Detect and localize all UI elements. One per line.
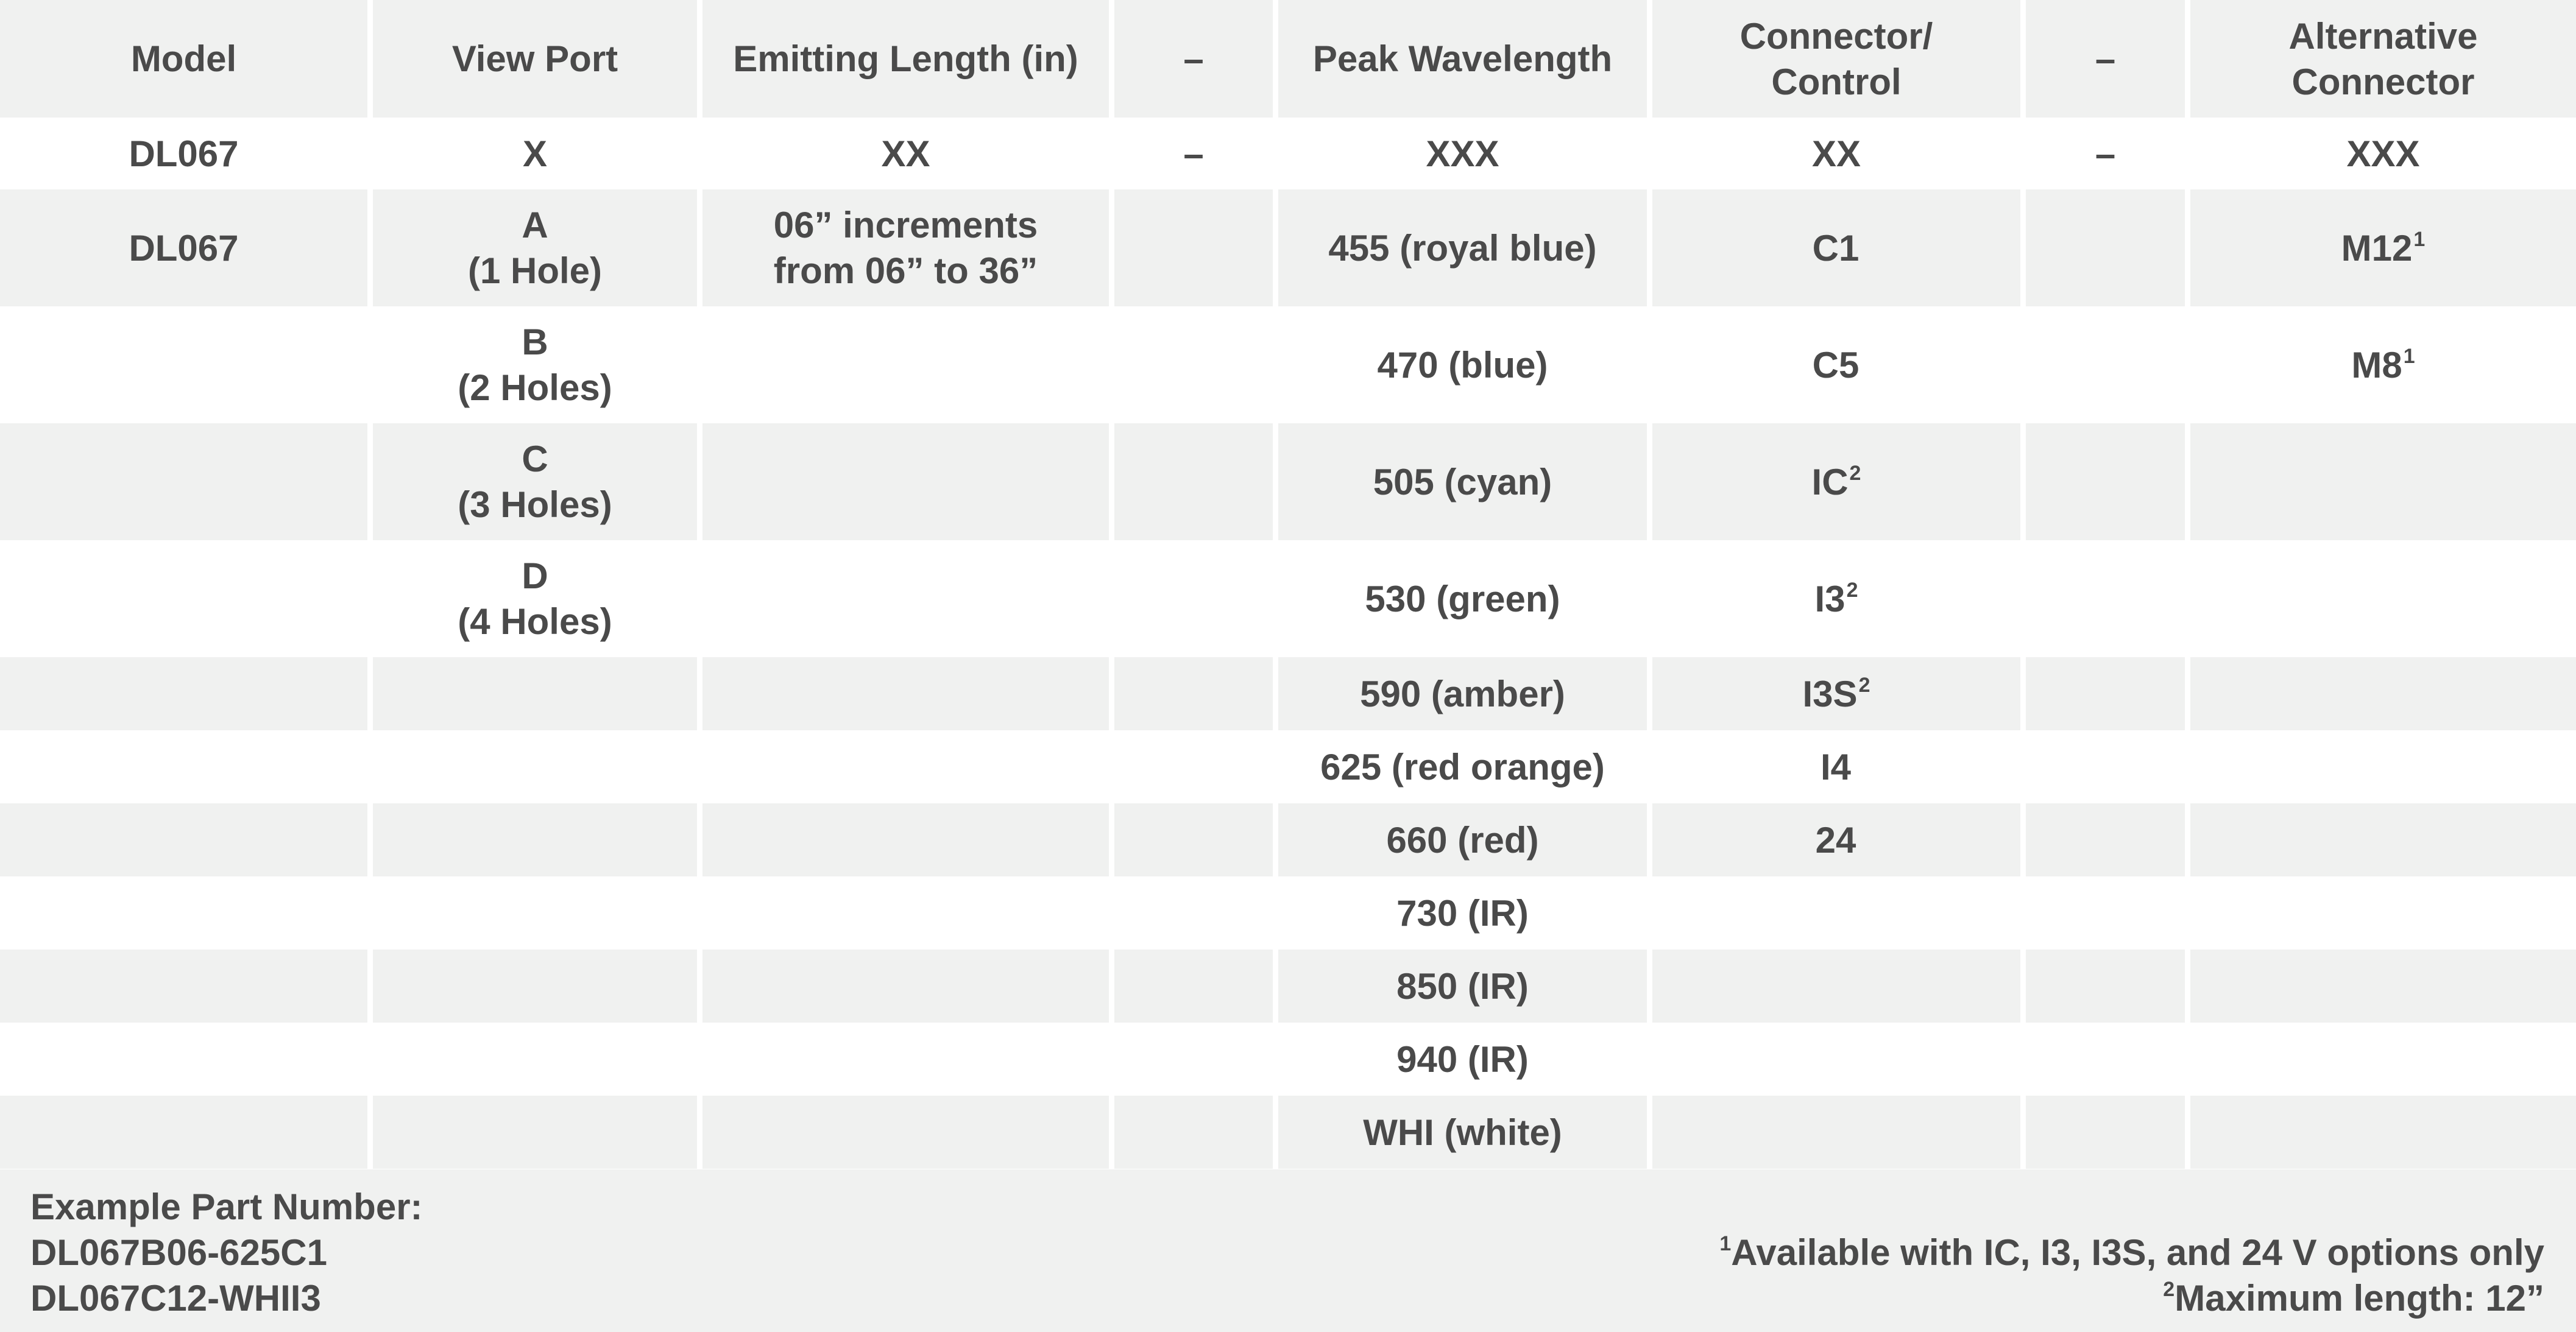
cell-view-port-line: D [522,555,548,596]
cell-view-port-line: (4 Holes) [458,601,612,642]
header-connector-control [1652,0,2026,118]
cell-alt-connector [2190,540,2576,657]
cell-peak-wavelength: 590 (amber) [1278,657,1652,730]
cell-alt-connector [2190,876,2576,950]
cell-view-port [373,423,702,540]
cell-separator [1114,950,1278,1023]
cell-alt-connector-value: M8 [2351,344,2402,386]
cell-model [0,803,373,876]
cell-view-port [373,876,702,950]
cell-model [0,540,373,657]
table-row [0,423,2576,540]
cell-view-port-line: (3 Holes) [458,484,612,525]
cell-connector [1652,876,2026,950]
cell-peak-wavelength: 625 (red orange) [1278,730,1652,803]
cell-view-port [373,803,702,876]
cell-connector-value: I3 [1814,578,1845,619]
cell-peak-wavelength: 730 (IR) [1278,876,1652,950]
cell-separator [1114,730,1278,803]
cell-separator-2 [2026,730,2190,803]
cell-alt-connector [2190,306,2576,423]
cell-alt-connector [2190,657,2576,730]
cell-emitting-length [702,876,1114,950]
header-view-port: View Port [373,0,702,118]
cell-emitting-length [702,1023,1114,1096]
cell-connector [1652,540,2026,657]
code-alt-connector: XXX [2190,118,2576,189]
cell-separator [1114,803,1278,876]
cell-connector [1652,950,2026,1023]
cell-connector [1652,1096,2026,1169]
cell-emitting-length-line: from 06” to 36” [773,250,1038,291]
cell-separator [1114,306,1278,423]
table-row [0,189,2576,306]
table-row [0,306,2576,423]
footnote-1-mark: 1 [1719,1232,1732,1255]
table-row [0,876,2576,950]
footnote-2-mark: 2 [2163,1278,2175,1301]
cell-emitting-length [702,803,1114,876]
table-row [0,1023,2576,1096]
cell-separator-2 [2026,950,2190,1023]
code-model: DL067 [0,118,373,189]
code-connector: XX [1652,118,2026,189]
cell-peak-wavelength: 530 (green) [1278,540,1652,657]
cell-separator [1114,1096,1278,1169]
header-separator: – [1114,0,1278,118]
cell-separator-2 [2026,876,2190,950]
code-peak-wavelength: XXX [1278,118,1652,189]
cell-alt-connector [2190,189,2576,306]
cell-connector [1652,189,2026,306]
cell-connector [1652,803,2026,876]
cell-separator [1114,189,1278,306]
cell-emitting-length [702,306,1114,423]
cell-connector-value: 24 [1815,819,1856,861]
code-emitting-length: XX [702,118,1114,189]
cell-peak-wavelength: WHI (white) [1278,1096,1652,1169]
cell-view-port-line: (1 Hole) [467,250,603,291]
cell-peak-wavelength: 455 (royal blue) [1278,189,1652,306]
header-alternative-connector-text: Alternative Connector [2288,15,2478,102]
cell-connector-footnote-mark: 2 [1849,461,1861,485]
cell-separator-2 [2026,540,2190,657]
cell-connector [1652,657,2026,730]
cell-connector-value: I3S [1802,673,1858,714]
example-part-numbers [30,1184,423,1321]
table-row [0,730,2576,803]
code-separator: – [1114,118,1278,189]
cell-alt-connector [2190,803,2576,876]
cell-model [0,423,373,540]
cell-peak-wavelength: 505 (cyan) [1278,423,1652,540]
cell-model [0,657,373,730]
cell-emitting-length [702,657,1114,730]
code-separator-2: – [2026,118,2190,189]
footnote-1-text: Available with IC, I3, I3S, and 24 V options only [1731,1232,2544,1273]
cell-alt-connector [2190,1023,2576,1096]
cell-alt-connector [2190,730,2576,803]
cell-peak-wavelength: 470 (blue) [1278,306,1652,423]
header-row [0,0,2576,118]
example-label: Example Part Number: [30,1186,423,1227]
footnote-1 [1718,1230,2544,1275]
cell-peak-wavelength: 850 (IR) [1278,950,1652,1023]
cell-separator-2 [2026,1023,2190,1096]
table-row [0,657,2576,730]
header-peak-wavelength: Peak Wavelength [1278,0,1652,118]
cell-separator-2 [2026,423,2190,540]
footnote-2-text: Maximum length: 12” [2174,1278,2544,1319]
table-row [0,540,2576,657]
cell-model [0,950,373,1023]
footnote-2 [1718,1275,2544,1321]
cell-model: DL067 [0,189,373,306]
cell-view-port-line: A [522,205,548,245]
cell-model [0,1023,373,1096]
cell-view-port [373,1096,702,1169]
example-part-number-1: DL067B06-625C1 [30,1232,327,1273]
cell-view-port [373,950,702,1023]
cell-separator [1114,657,1278,730]
cell-view-port [373,657,702,730]
footnotes [1718,1230,2544,1321]
cell-alt-connector [2190,950,2576,1023]
cell-view-port-line: C [522,439,548,479]
cell-view-port [373,306,702,423]
example-part-number-2: DL067C12-WHII3 [30,1278,321,1319]
cell-view-port-line: (2 Holes) [458,367,612,408]
table-row [0,1096,2576,1169]
cell-connector-value: IC [1811,461,1849,502]
cell-separator [1114,876,1278,950]
cell-separator [1114,423,1278,540]
code-view-port: X [373,118,702,189]
cell-emitting-length [702,540,1114,657]
cell-separator-2 [2026,1096,2190,1169]
cell-connector [1652,423,2026,540]
cell-separator-2 [2026,189,2190,306]
footer [0,1169,2576,1332]
cell-separator [1114,540,1278,657]
cell-alt-connector-footnote-mark: 1 [2413,227,2426,251]
cell-separator-2 [2026,803,2190,876]
cell-model [0,876,373,950]
header-emitting-length: Emitting Length (in) [702,0,1114,118]
code-row [0,118,2576,189]
cell-peak-wavelength: 940 (IR) [1278,1023,1652,1096]
cell-model [0,1096,373,1169]
cell-model [0,306,373,423]
header-model: Model [0,0,373,118]
table-row [0,950,2576,1023]
cell-view-port [373,730,702,803]
cell-connector-value: C1 [1812,227,1859,269]
cell-emitting-length [702,423,1114,540]
cell-alt-connector-value: M12 [2341,227,2413,269]
header-separator-2: – [2026,0,2190,118]
cell-model [0,730,373,803]
cell-emitting-length-line: 06” increments [773,205,1038,245]
cell-connector [1652,730,2026,803]
cell-view-port [373,1023,702,1096]
cell-connector-footnote-mark: 2 [1846,578,1858,602]
cell-connector [1652,306,2026,423]
cell-peak-wavelength: 660 (red) [1278,803,1652,876]
cell-emitting-length [702,730,1114,803]
cell-separator-2 [2026,657,2190,730]
cell-view-port [373,189,702,306]
cell-emitting-length [702,189,1114,306]
cell-separator-2 [2026,306,2190,423]
cell-alt-connector [2190,1096,2576,1169]
table-row [0,803,2576,876]
cell-alt-connector-footnote-mark: 1 [2403,344,2415,368]
cell-view-port-line: B [522,322,548,362]
cell-emitting-length [702,950,1114,1023]
cell-separator [1114,1023,1278,1096]
cell-connector-footnote-mark: 2 [1858,673,1870,697]
cell-connector [1652,1023,2026,1096]
cell-view-port [373,540,702,657]
cell-emitting-length [702,1096,1114,1169]
header-alternative-connector [2190,0,2576,118]
cell-connector-value: C5 [1812,344,1859,386]
header-connector-control-text: Connector/ Control [1739,15,1933,102]
cell-connector-value: I4 [1820,746,1852,788]
cell-alt-connector [2190,423,2576,540]
